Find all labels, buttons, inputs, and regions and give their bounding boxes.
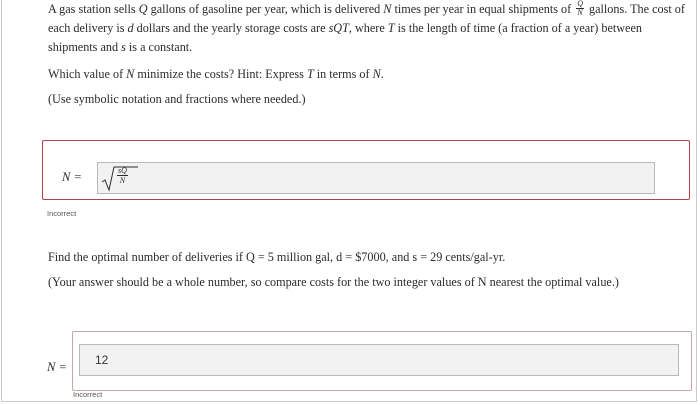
answer2-status: Incorrect	[73, 390, 103, 399]
part2-prompt: Find the optimal number of deliveries if Q = 5 million gal, d = $7000, and s = 29 cents/gal-yr.	[48, 250, 506, 264]
answer2-label: N =	[47, 360, 67, 374]
answer2-input[interactable]: 12	[79, 344, 679, 376]
answer1-label: N =	[62, 170, 82, 184]
part1-prompt: Which value of N minimize the costs? Hint: Express T in terms of N.	[48, 67, 384, 81]
question-text: A gas station sells Q gallons of gasoline per year, which is delivered N times per year in equal shipments of $\frac{Q}{N}$ gallons. The cost of each delivery is d dollars and the yearly storage costs are sQT, where T is the length of time (a fraction of a year) between shipments and s is a constant.	[48, 0, 685, 54]
part2-note: (Your answer should be a whole number, so compare costs for the two integer values of N nearest the optimal value.)	[48, 275, 619, 289]
shipment-fraction: $\frac{Q}{N}$	[577, 0, 583, 17]
answer1-input[interactable]	[97, 162, 655, 194]
answer1-fraction: $\frac{sQ}{N}$	[118, 166, 127, 185]
part1-note: (Use symbolic notation and fractions where needed.)	[48, 92, 306, 106]
answer1-status: Incorrect	[47, 209, 77, 218]
